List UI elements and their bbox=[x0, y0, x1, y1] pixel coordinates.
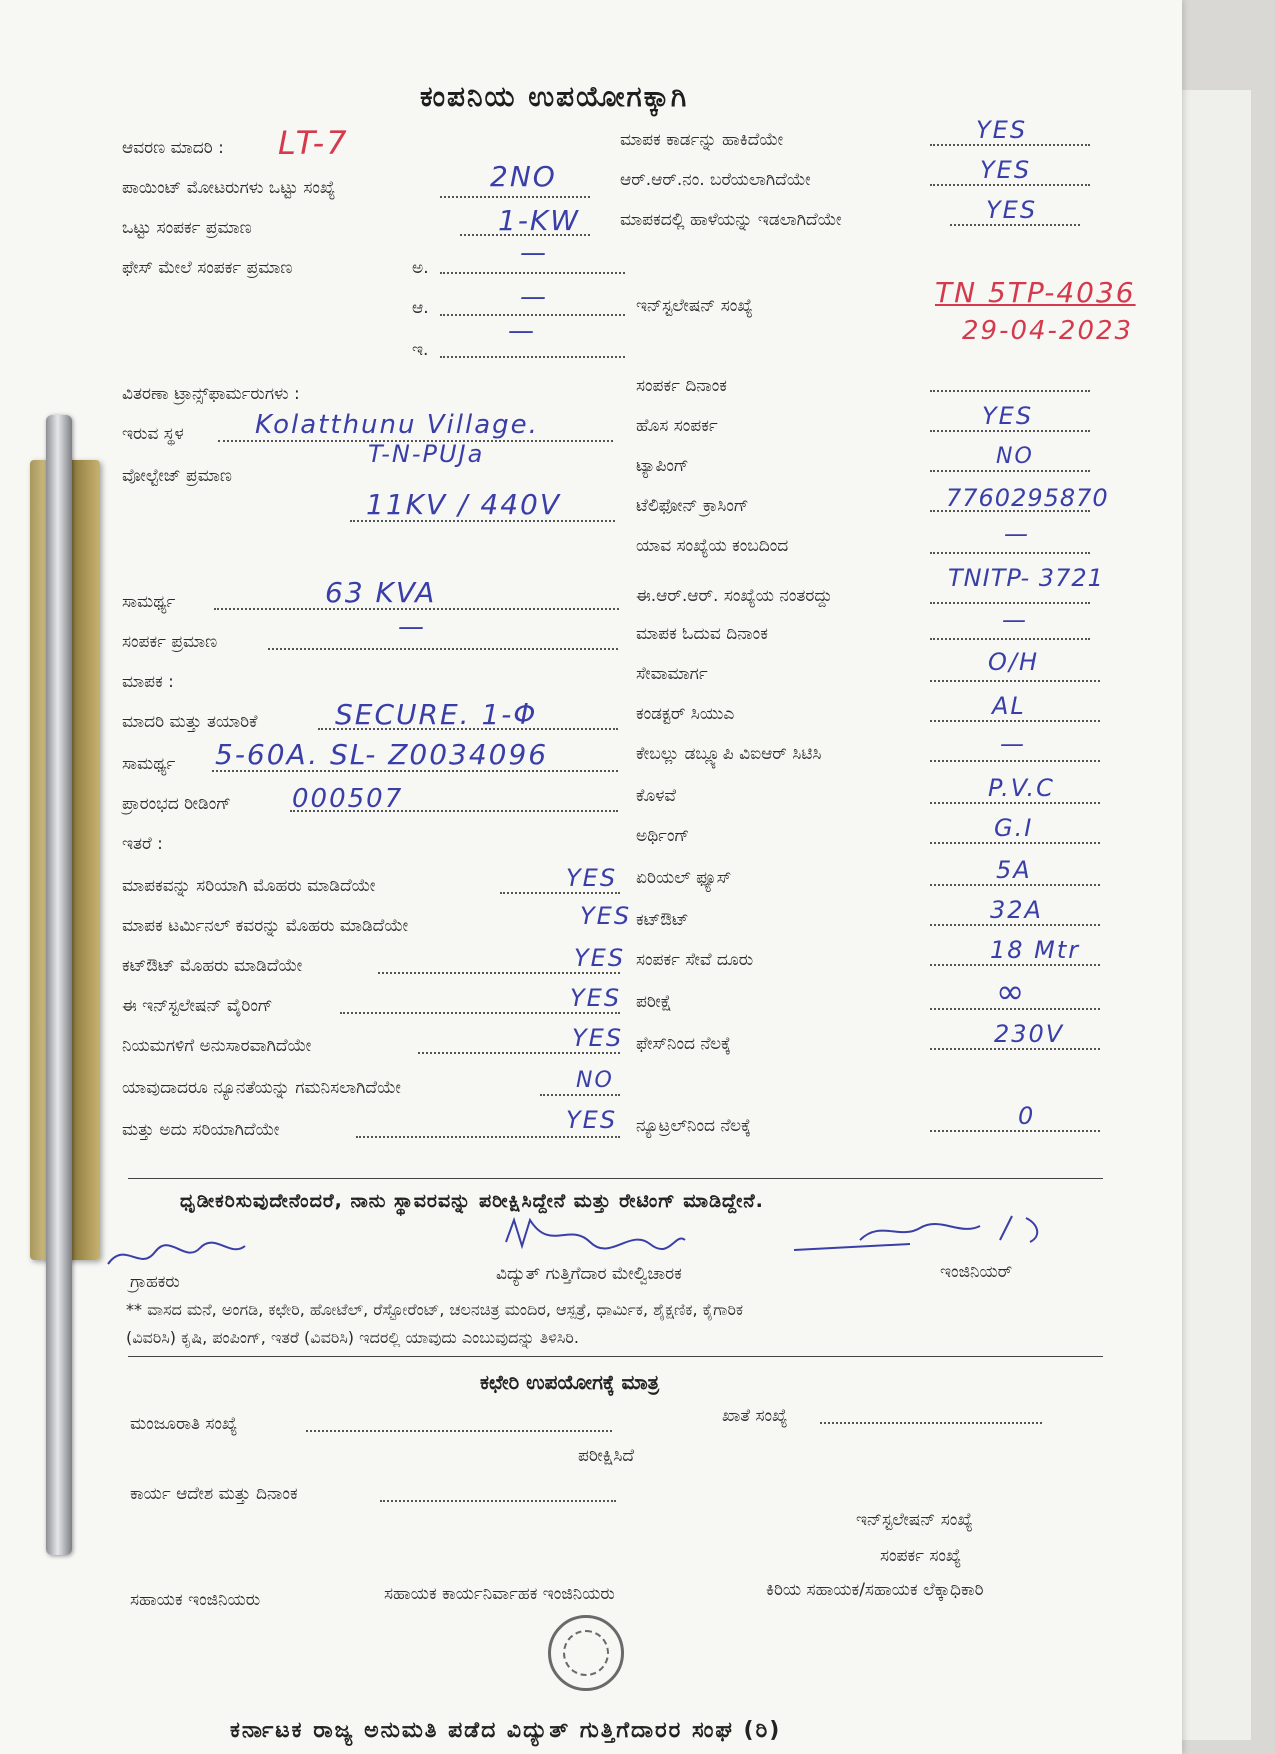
pipe-field[interactable] bbox=[930, 802, 1100, 804]
rr-no-field[interactable] bbox=[930, 184, 1090, 186]
conductor-value: AL bbox=[992, 692, 1026, 720]
sealed-field[interactable] bbox=[500, 892, 620, 894]
conductor-label: ಕಂಡಕ್ಟರ್ ಸಿಯುಎ bbox=[636, 704, 735, 724]
service-distance-field[interactable] bbox=[930, 964, 1100, 966]
phase-earth-value: 230V bbox=[994, 1020, 1065, 1048]
meter-label: ಮಾಪಕ : bbox=[122, 672, 174, 692]
read-date-field[interactable] bbox=[930, 638, 1090, 640]
sheet-placed-label: ಮಾಪಕದಲ್ಲಿ ಹಾಳೆಯನ್ನು ಇಡಲಾಗಿದೆಯೇ bbox=[620, 210, 842, 230]
checked-label: ಪರೀಕ್ಷಿಸಿದೆ bbox=[578, 1446, 635, 1466]
neutral-earth-label: ನ್ಯೂಟ್ರಲ್‌ನಿಂದ ನೆಲಕ್ಕೆ bbox=[636, 1116, 751, 1136]
new-conn-field[interactable] bbox=[930, 430, 1090, 432]
neutral-earth-value: 0 bbox=[1018, 1102, 1036, 1130]
rr-no-label: ಆರ್.ಆರ್.ನಂ. ಬರೆಯಲಾಗಿದೆಯೇ bbox=[620, 170, 811, 190]
sealed-value: YES bbox=[566, 864, 618, 892]
correct-value: YES bbox=[566, 1106, 618, 1134]
wiring-field[interactable] bbox=[340, 1012, 620, 1014]
wiring-label: ಈ ಇನ್‌ಸ್ಟಲೇಷನ್ ವೈರಿಂಗ್ bbox=[122, 996, 273, 1016]
initial-reading-value: 000507 bbox=[292, 784, 404, 814]
office-connection-no-label: ಸಂಪರ್ಕ ಸಂಖ್ಯೆ bbox=[880, 1546, 962, 1566]
service-route-label: ಸೇವಾಮಾರ್ಗ bbox=[636, 664, 708, 684]
point-motors-field[interactable] bbox=[440, 196, 590, 198]
service-distance-label: ಸಂಪರ್ಕ ಸೇವೆ ದೂರು bbox=[636, 950, 754, 970]
cover-model-value[interactable]: LT-7 bbox=[278, 124, 349, 162]
neutral-earth-field[interactable] bbox=[930, 1130, 1100, 1132]
after-rr-field[interactable] bbox=[930, 602, 1090, 604]
cutout-sealed-value: YES bbox=[574, 944, 626, 972]
service-route-value: O/H bbox=[988, 648, 1040, 676]
tapping-value: NO bbox=[996, 444, 1034, 469]
read-date-value: — bbox=[1002, 606, 1028, 634]
defects-value: NO bbox=[576, 1068, 614, 1093]
contractor-label: ವಿದ್ಯುತ್ ಗುತ್ತಿಗೆದಾರ ಮೇಲ್ವಿಚಾರಕ bbox=[496, 1264, 682, 1284]
terminal-sealed-value[interactable]: YES bbox=[580, 902, 632, 930]
rules-value: YES bbox=[572, 1024, 624, 1052]
phase-load-label: ಫೇಸ್ ಮೇಲೆ ಸಂಪರ್ಕ ಪ್ರಮಾಣ bbox=[122, 258, 293, 278]
conn-date-field[interactable] bbox=[930, 390, 1090, 392]
engineer-signature bbox=[790, 1210, 1060, 1260]
pipe-label: ಕೊಳವೆ bbox=[636, 786, 677, 806]
installation-no-value[interactable]: TN 5TP-4036 bbox=[935, 276, 1136, 309]
terminal-sealed-label: ಮಾಪಕ ಟರ್ಮಿನಲ್ ಕವರನ್ನು ಮೊಹರು ಮಾಡಿದೆಯೇ bbox=[122, 916, 409, 936]
cutout-field[interactable] bbox=[930, 924, 1100, 926]
note-line-1: ** ವಾಸದ ಮನೆ, ಅಂಗಡಿ, ಕಛೇರಿ, ಹೋಟೆಲ್, ರೆಸ್ಟೋರೆಂಟ್, ಚಲನಚಿತ್ರ ಮಂದಿರ, ಆಸ್ಪತ್ರೆ, ಧಾರ್ಮಿಕ, ಶೈಕ್ಷಣಿಕ, ಕೈಗಾರಿಕ bbox=[126, 1300, 744, 1319]
accounts-officer-label: ಕಿರಿಯ ಸಹಾಯಕ/ಸಹಾಯಕ ಲೆಕ್ಕಾಧಿಕಾರಿ bbox=[766, 1580, 984, 1600]
engineer-label: ಇಂಜಿನಿಯರ್ bbox=[940, 1262, 1013, 1282]
work-order-field[interactable] bbox=[380, 1500, 616, 1502]
meter-capacity-label: ಸಾಮರ್ಥ್ಯ bbox=[122, 754, 176, 774]
cutout-value: 32A bbox=[990, 896, 1043, 924]
service-route-field[interactable] bbox=[930, 680, 1100, 682]
capacity-value: 63 KVA bbox=[325, 576, 437, 609]
location-label: ಇರುವ ಸ್ಥಳ bbox=[122, 424, 184, 444]
aerial-fuse-value: 5A bbox=[996, 856, 1032, 884]
cutout-sealed-label: ಕಟ್‌ಔಟ್ ಮೊಹರು ಮಾಡಿದೆಯೇ bbox=[122, 956, 303, 976]
rr-no-value: YES bbox=[980, 156, 1032, 184]
cable-field[interactable] bbox=[930, 760, 1100, 762]
cutout-sealed-field[interactable] bbox=[378, 972, 620, 974]
conn-load-field[interactable] bbox=[268, 648, 618, 650]
phase-a-value: — bbox=[520, 238, 548, 268]
tapping-label: ಟ್ಯಾಪಿಂಗ್ bbox=[636, 456, 689, 476]
conn-load-value: — bbox=[398, 612, 426, 642]
phase-a-label: ಅ. bbox=[412, 258, 429, 278]
cable-value: — bbox=[1000, 730, 1026, 758]
cover-model-label: ಆವರಣ ಮಾದರಿ : bbox=[122, 138, 224, 158]
defects-label: ಯಾವುದಾದರೂ ನ್ಯೂನತೆಯನ್ನು ಗಮನಿಸಲಾಗಿದೆಯೇ bbox=[122, 1078, 401, 1098]
rules-field[interactable] bbox=[418, 1052, 620, 1054]
earthing-label: ಅರ್ಥಿಂಗ್ bbox=[636, 826, 690, 846]
service-distance-value: 18 Mtr bbox=[990, 936, 1081, 964]
meter-card-field[interactable] bbox=[930, 144, 1090, 146]
transformer-label: ವಿತರಣಾ ಟ್ರಾನ್ಸ್‌ಫಾರ್ಮರುಗಳು : bbox=[122, 384, 300, 404]
pole-no-field[interactable] bbox=[930, 552, 1090, 554]
page-title: ಕಂಪನಿಯ ಉಪಯೋಗಕ್ಕಾಗಿ bbox=[420, 80, 689, 113]
asst-engineer-label: ಸಹಾಯಕ ಇಂಜಿನಿಯರು bbox=[130, 1590, 261, 1610]
correct-label: ಮತ್ತು ಅದು ಸರಿಯಾಗಿದೆಯೇ bbox=[122, 1120, 280, 1140]
make-value: SECURE. 1-Φ bbox=[335, 698, 538, 731]
initial-reading-label: ಪ್ರಾರಂಭದ ರೀಡಿಂಗ್ bbox=[122, 794, 231, 814]
wiring-value: YES bbox=[570, 984, 622, 1012]
earthing-value: G.I bbox=[994, 814, 1034, 842]
sheet-placed-field[interactable] bbox=[950, 224, 1080, 226]
phase-earth-field[interactable] bbox=[930, 1048, 1100, 1050]
make-label: ಮಾದರಿ ಮತ್ತು ತಯಾರಿಕೆ bbox=[122, 712, 258, 732]
earthing-field[interactable] bbox=[930, 842, 1100, 844]
location-value-2: T-N-PUJa bbox=[368, 440, 485, 468]
correct-field[interactable] bbox=[356, 1136, 620, 1138]
conn-load-label: ಸಂಪರ್ಕ ಪ್ರಮಾಣ bbox=[122, 632, 218, 652]
after-rr-value: TNITP- 3721 bbox=[948, 564, 1104, 592]
others-label: ಇತರೆ : bbox=[122, 834, 163, 854]
installation-date-value: 29-04-2023 bbox=[962, 316, 1134, 346]
footer-association: ಕರ್ನಾಟಕ ರಾಜ್ಯ ಅನುಮತಿ ಪಡೆದ ವಿದ್ಯುತ್ ಗುತ್ತಿಗೆದಾರರ ಸಂಘ (ರಿ) bbox=[230, 1718, 782, 1743]
pipe-value: P.V.C bbox=[988, 774, 1055, 802]
note-line-2: (ವಿವರಿಸಿ) ಕೃಷಿ, ಪಂಪಿಂಗ್, ಇತರೆ (ವಿವರಿಸಿ) ಇದರಲ್ಲಿ ಯಾವುದು ಎಂಬುವುದನ್ನು ತಿಳಿಸಿರಿ. bbox=[126, 1328, 579, 1347]
work-order-label: ಕಾರ್ಯ ಆದೇಶ ಮತ್ತು ದಿನಾಂಕ bbox=[130, 1484, 298, 1504]
telephone-label: ಟೆಲಿಫೋನ್ ಕ್ರಾಸಿಂಗ್ bbox=[636, 496, 749, 516]
point-motors-value: 2NO bbox=[490, 160, 557, 193]
phase-i-field[interactable] bbox=[440, 356, 625, 358]
sanction-no-label: ಮಂಜೂರಾತಿ ಸಂಖ್ಯೆ bbox=[130, 1414, 238, 1434]
meter-capacity-value: 5-60A. SL- Z0034096 bbox=[215, 738, 549, 771]
aerial-fuse-field[interactable] bbox=[930, 884, 1100, 886]
location-value: Kolatthunu Village. bbox=[255, 410, 539, 440]
pole-no-label: ಯಾವ ಸಂಖ್ಯೆಯ ಕಂಬದಿಂದ bbox=[636, 536, 789, 556]
aerial-fuse-label: ಏರಿಯಲ್ ಫ್ಯೂಸ್ bbox=[636, 868, 732, 888]
binder-bar-icon bbox=[46, 415, 72, 1555]
office-heading: ಕಛೇರಿ ಉಪಯೋಗಕ್ಕೆ ಮಾತ್ರ bbox=[480, 1370, 660, 1394]
conductor-field[interactable] bbox=[930, 720, 1100, 722]
total-load-label: ಒಟ್ಟು ಸಂಪರ್ಕ ಪ್ರಮಾಣ bbox=[122, 218, 252, 238]
phase-aa-value: — bbox=[520, 282, 548, 312]
customer-signature bbox=[100, 1228, 250, 1278]
read-date-label: ಮಾಪಕ ಓದುವ ದಿನಾಂಕ bbox=[636, 624, 768, 644]
association-seal-icon bbox=[548, 1615, 624, 1691]
sanction-no-field[interactable] bbox=[306, 1430, 612, 1432]
new-conn-value: YES bbox=[982, 402, 1034, 430]
voltage-value: 11KV / 440V bbox=[366, 488, 561, 521]
voltage-label: ವೋಲ್ಟೇಜ್ ಪ್ರಮಾಣ bbox=[122, 466, 232, 486]
declaration-text: ಧೃಡೀಕರಿಸುವುದೇನೆಂದರೆ, ನಾನು ಸ್ಥಾವರವನ್ನು ಪರೀಕ್ಷಿಸಿದ್ದೇನೆ ಮತ್ತು ರೇಟಿಂಗ್ ಮಾಡಿದ್ದೇನೆ. bbox=[180, 1190, 764, 1212]
rules-label: ನಿಯಮಗಳಿಗೆ ಅನುಸಾರವಾಗಿದೆಯೇ bbox=[122, 1036, 312, 1056]
sealed-label: ಮಾಪಕವನ್ನು ಸರಿಯಾಗಿ ಮೊಹರು ಮಾಡಿದೆಯೇ bbox=[122, 876, 376, 896]
cable-label: ಕೇಬಲ್ಲು ಡಬ್ಲ್ಯೂಪಿ ವಿಐಆರ್ ಸಿಟಿಸಿ bbox=[636, 744, 822, 764]
account-no-field[interactable] bbox=[820, 1422, 1042, 1424]
test-label: ಪರೀಕ್ಷೆ bbox=[636, 992, 672, 1012]
divider-top bbox=[128, 1178, 1103, 1179]
pole-no-value: — bbox=[1004, 520, 1030, 548]
installation-no-label: ಇನ್‌ಸ್ಟಲೇಷನ್ ಸಂಖ್ಯೆ bbox=[636, 296, 753, 316]
phase-i-label: ಇ. bbox=[412, 340, 429, 360]
new-conn-label: ಹೊಸ ಸಂಪರ್ಕ bbox=[636, 416, 718, 436]
office-installation-no-label: ಇನ್‌ಸ್ಟಲೇಷನ್ ಸಂಖ್ಯೆ bbox=[856, 1510, 973, 1530]
test-value: ∞ bbox=[996, 972, 1027, 1012]
sheet-placed-value: YES bbox=[986, 196, 1038, 224]
divider-bottom bbox=[128, 1356, 1103, 1357]
conn-date-label: ಸಂಪರ್ಕ ದಿನಾಂಕ bbox=[636, 376, 727, 396]
phase-a-field[interactable] bbox=[440, 272, 625, 274]
customer-label: ಗ್ರಾಹಕರು bbox=[130, 1272, 180, 1292]
total-load-value: 1-KW bbox=[498, 204, 580, 237]
phase-i-value: — bbox=[508, 316, 536, 346]
account-no-label: ಖಾತೆ ಸಂಖ್ಯೆ bbox=[722, 1406, 788, 1426]
contractor-signature bbox=[500, 1212, 690, 1262]
meter-card-label: ಮಾಪಕ ಕಾರ್ಡನ್ನು ಹಾಕಿದೆಯೇ bbox=[620, 130, 784, 150]
after-rr-label: ಈ.ಆರ್.ಆರ್. ಸಂಖ್ಯೆಯ ನಂತರದ್ದು bbox=[636, 586, 833, 606]
phase-earth-label: ಫೇಸ್‌ನಿಂದ ನೆಲಕ್ಕೆ bbox=[636, 1034, 731, 1054]
asst-exec-engineer-label: ಸಹಾಯಕ ಕಾರ್ಯನಿರ್ವಾಹಕ ಇಂಜಿನಿಯರು bbox=[384, 1584, 615, 1604]
tapping-field[interactable] bbox=[930, 470, 1090, 472]
phase-aa-label: ಆ. bbox=[412, 298, 429, 318]
capacity-label: ಸಾಮರ್ಥ್ಯ bbox=[122, 592, 176, 612]
cutout-label: ಕಟ್‌ಔಟ್ bbox=[636, 910, 689, 930]
telephone-value: 7760295870 bbox=[946, 484, 1109, 512]
point-motors-label: ಪಾಯಿಂಟ್ ಮೋಟರುಗಳು ಒಟ್ಟು ಸಂಖ್ಯೆ bbox=[122, 178, 336, 198]
defects-field[interactable] bbox=[540, 1094, 620, 1096]
meter-card-value: YES bbox=[976, 116, 1028, 144]
